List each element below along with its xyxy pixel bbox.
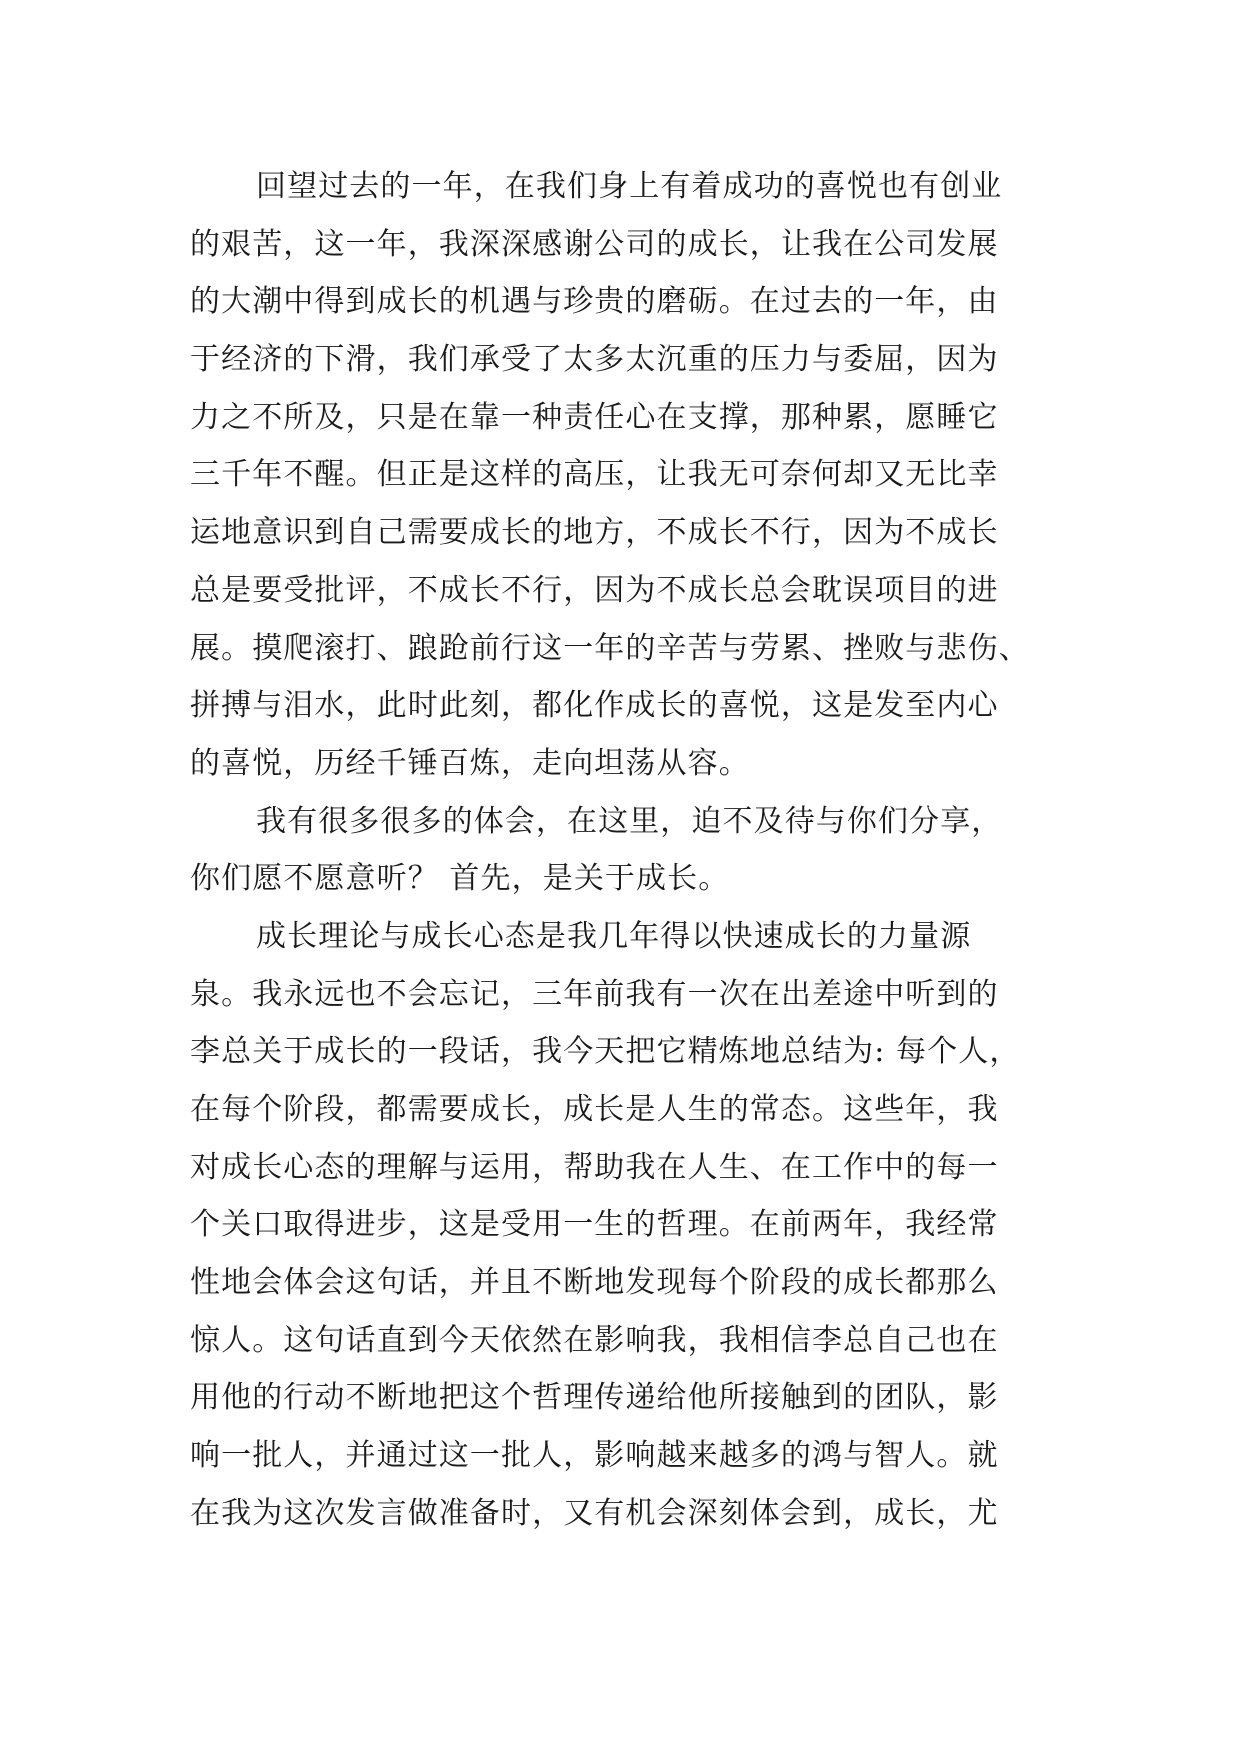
body-text xyxy=(190,158,1070,1543)
text-line: 性地会体会这句话，并且不断地发现每个阶段的成长都那么 xyxy=(190,1265,999,1301)
text-line: 展。摸爬滚打、踉跄前行这一年的辛苦与劳累、挫败与悲伤、 xyxy=(190,630,1030,666)
text-line: 成长理论与成长心态是我几年得以快速成长的力量源 xyxy=(256,918,972,954)
text-line: 运地意识到自己需要成长的地方，不成长不行，因为不成长 xyxy=(190,515,999,551)
text-line: 的艰苦，这一年，我深深感谢公司的成长，让我在公司发展 xyxy=(190,226,999,262)
text-line: 于经济的下滑，我们承受了太多太沉重的压力与委屈，因为 xyxy=(190,342,999,378)
text-line: 力之不所及，只是在靠一种责任心在支撑，那种累，愿睡它 xyxy=(190,399,999,435)
text-line: 李总关于成长的一段话，我今天把它精炼地总结为: 每个人， xyxy=(190,1034,1021,1070)
text-line: 我有很多很多的体会，在这里，迫不及待与你们分享， xyxy=(256,803,1003,839)
text-line: 在每个阶段，都需要成长，成长是人生的常态。这些年，我 xyxy=(190,1092,999,1127)
text-line: 泉。我永远也不会忘记，三年前我有一次在出差途中听到的 xyxy=(190,976,999,1012)
text-line: 总是要受批评，不成长不行，因为不成长总会耽误项目的进 xyxy=(190,572,999,608)
text-line: 回望过去的一年，在我们身上有着成功的喜悦也有创业 xyxy=(256,169,1003,204)
text-line: 的大潮中得到成长的机遇与珍贵的磨砺。在过去的一年，由 xyxy=(190,284,999,320)
text-line: 对成长心态的理解与运用，帮助我在人生、在工作中的每一 xyxy=(190,1149,999,1185)
text-line: 在我为这次发言做准备时，又有机会深刻体会到，成长，尤 xyxy=(190,1495,999,1531)
text-line: 惊人。这句话直到今天依然在影响我，我相信李总自己也在 xyxy=(190,1322,999,1358)
text-line: 三千年不醒。但正是这样的高压，让我无可奈何却又无比幸 xyxy=(190,457,999,493)
text-line: 个关口取得进步，这是受用一生的哲理。在前两年，我经常 xyxy=(190,1207,999,1243)
text-line: 你们愿不愿意听？ 首先，是关于成长。 xyxy=(190,861,730,897)
text-line: 响一批人，并通过这一批人，影响越来越多的鸿与智人。就 xyxy=(190,1438,999,1474)
text-line: 用他的行动不断地把这个哲理传递给他所接触到的团队，影 xyxy=(190,1380,999,1416)
text-line: 的喜悦，历经千锤百炼，走向坦荡从容。 xyxy=(190,745,750,781)
text-line: 拼搏与泪水，此时此刻，都化作成长的喜悦，这是发至内心 xyxy=(190,688,999,724)
